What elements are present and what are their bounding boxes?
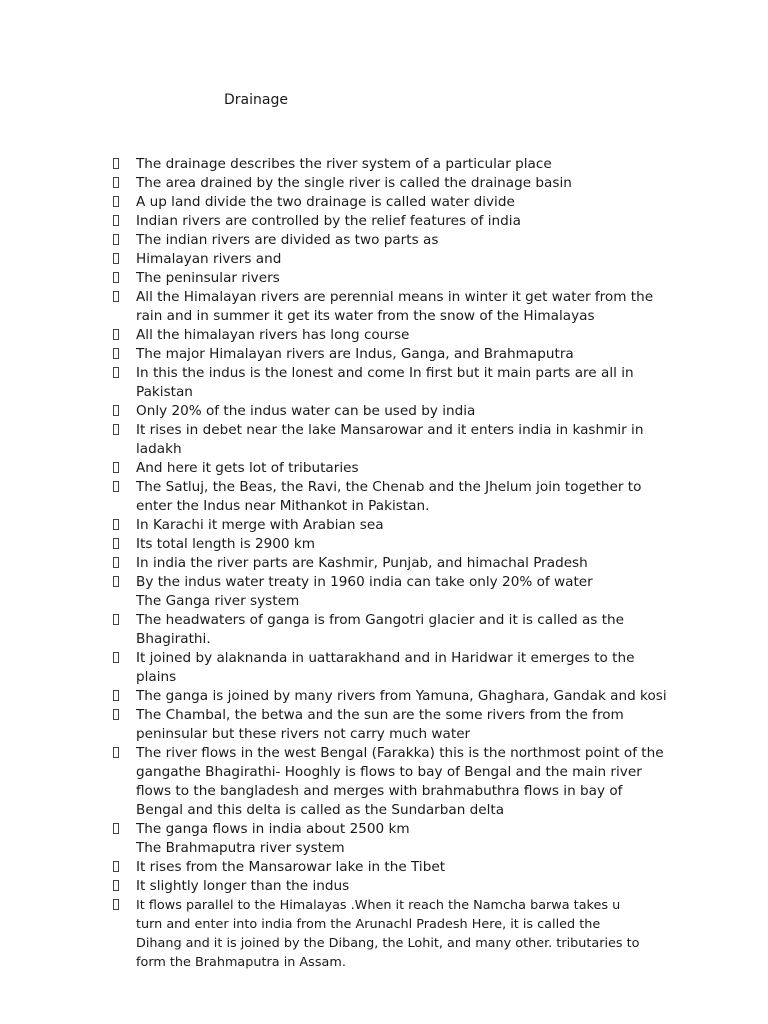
list-item-line: It slightly longer than the indus: [136, 878, 350, 894]
list-item: [112, 877, 682, 896]
missing-glyph-bullet-icon: [112, 174, 120, 188]
missing-glyph-bullet-icon: [112, 269, 120, 283]
bullet-list: [112, 155, 682, 972]
list-item-line: A up land divide the two drainage is called water divide: [136, 194, 515, 210]
list-item: [112, 649, 682, 687]
list-item: [112, 402, 682, 421]
list-item-line: It rises from the Mansarowar lake in the Tibet: [136, 859, 446, 875]
list-item: [112, 326, 682, 345]
list-item-line: Bengal and this delta is called as the Sundarban delta: [136, 802, 505, 818]
list-item-line: flows to the bangladesh and merges with brahmabuthra flows in bay of: [136, 783, 623, 799]
list-item-line: Bhagirathi.: [136, 631, 211, 647]
list-item: [112, 706, 682, 744]
section-heading: [112, 592, 682, 611]
list-item-line: The major Himalayan rivers are Indus, Ganga, and Brahmaputra: [136, 346, 574, 362]
missing-glyph-bullet-icon: [112, 554, 120, 568]
page-title: Drainage: [224, 92, 288, 108]
list-item: [112, 516, 682, 535]
list-item: [112, 554, 682, 573]
missing-glyph-bullet-icon: [112, 611, 120, 625]
list-item-line: All the himalayan rivers has long course: [136, 327, 410, 343]
list-item-line: form the Brahmaputra in Assam.: [136, 955, 346, 970]
list-item-line: turn and enter into india from the Arunachl Pradesh Here, it is called the: [136, 917, 601, 932]
missing-glyph-bullet-icon: [112, 744, 120, 758]
list-item-line: The headwaters of ganga is from Gangotri glacier and it is called as the: [136, 612, 625, 628]
list-item: [112, 820, 682, 839]
list-item: [112, 193, 682, 212]
list-item-line: The ganga is joined by many rivers from Yamuna, Ghaghara, Gandak and kosi: [136, 688, 667, 704]
list-item-line: The Brahmaputra river system: [136, 840, 345, 856]
list-item-line: The indian rivers are divided as two parts as: [136, 232, 439, 248]
list-item-line: It rises in debet near the lake Mansarowar and it enters india in kashmir in: [136, 422, 644, 438]
missing-glyph-bullet-icon: [112, 706, 120, 720]
list-item: [112, 250, 682, 269]
list-item-line: Dihang and it is joined by the Dibang, the Lohit, and many other. tributaries to: [136, 936, 640, 951]
list-item: [112, 212, 682, 231]
missing-glyph-bullet-icon: [112, 573, 120, 587]
list-item-line: The Chambal, the betwa and the sun are the some rivers from the from: [136, 707, 624, 723]
list-item-line: peninsular but these rivers not carry much water: [136, 726, 471, 742]
missing-glyph-bullet-icon: [112, 326, 120, 340]
missing-glyph-bullet-icon: [112, 421, 120, 435]
missing-glyph-bullet-icon: [112, 345, 120, 359]
list-item-line: enter the Indus near Mithankot in Pakistan.: [136, 498, 430, 514]
missing-glyph-bullet-icon: [112, 459, 120, 473]
list-item: [112, 687, 682, 706]
list-item: [112, 535, 682, 554]
missing-glyph-bullet-icon: [112, 858, 120, 872]
list-item: [112, 174, 682, 193]
missing-glyph-bullet-icon: [112, 155, 120, 169]
missing-glyph-bullet-icon: [112, 250, 120, 264]
list-item-line: In Karachi it merge with Arabian sea: [136, 517, 384, 533]
section-heading: [112, 839, 682, 858]
list-item-line: rain and in summer it get its water from the snow of the Himalayas: [136, 308, 595, 324]
list-item: [112, 421, 682, 459]
list-item-line: All the Himalayan rivers are perennial means in winter it get water from the: [136, 289, 654, 305]
missing-glyph-bullet-icon: [112, 877, 120, 891]
list-item-line: The area drained by the single river is called the drainage basin: [136, 175, 572, 191]
list-item-line: ladakh: [136, 441, 182, 457]
list-item: [112, 288, 682, 326]
missing-glyph-bullet-icon: [112, 516, 120, 530]
list-item: [112, 611, 682, 649]
list-item-line: Pakistan: [136, 384, 193, 400]
list-item-line: The drainage describes the river system of a particular place: [136, 156, 552, 172]
list-item-line: The ganga flows in india about 2500 km: [136, 821, 410, 837]
missing-glyph-bullet-icon: [112, 896, 120, 910]
missing-glyph-bullet-icon: [112, 687, 120, 701]
list-item-line: gangathe Bhagirathi- Hooghly is flows to bay of Bengal and the main river: [136, 764, 642, 780]
list-item-line: Indian rivers are controlled by the relief features of india: [136, 213, 521, 229]
list-item-line: And here it gets lot of tributaries: [136, 460, 359, 476]
missing-glyph-bullet-icon: [112, 649, 120, 663]
missing-glyph-bullet-icon: [112, 535, 120, 549]
missing-glyph-bullet-icon: [112, 231, 120, 245]
missing-glyph-bullet-icon: [112, 193, 120, 207]
missing-glyph-bullet-icon: [112, 288, 120, 302]
list-item: [112, 744, 682, 820]
list-item: [112, 269, 682, 288]
list-item-line: Only 20% of the indus water can be used by india: [136, 403, 476, 419]
list-item-line: Himalayan rivers and: [136, 251, 282, 267]
list-item: [112, 364, 682, 402]
list-item: [112, 478, 682, 516]
list-item-line: In india the river parts are Kashmir, Punjab, and himachal Pradesh: [136, 555, 588, 571]
missing-glyph-bullet-icon: [112, 402, 120, 416]
list-item: [112, 858, 682, 877]
list-item: [112, 231, 682, 250]
list-item: [112, 459, 682, 478]
list-item-line: The peninsular rivers: [136, 270, 280, 286]
missing-glyph-bullet-icon: [112, 820, 120, 834]
list-item-line: The Satluj, the Beas, the Ravi, the Chenab and the Jhelum join together to: [136, 479, 642, 495]
missing-glyph-bullet-icon: [112, 478, 120, 492]
list-item-line: Its total length is 2900 km: [136, 536, 316, 552]
list-item-line: In this the indus is the lonest and come In first but it main parts are all in: [136, 365, 634, 381]
list-item-line: The river flows in the west Bengal (Farakka) this is the northmost point of the: [136, 745, 664, 761]
missing-glyph-bullet-icon: [112, 212, 120, 226]
list-item-line: It flows parallel to the Himalayas .When it reach the Namcha barwa takes u: [136, 898, 621, 913]
list-item-line: plains: [136, 669, 177, 685]
list-item-line: By the indus water treaty in 1960 india can take only 20% of water: [136, 574, 593, 590]
list-item-line: It joined by alaknanda in uattarakhand and in Haridwar it emerges to the: [136, 650, 635, 666]
list-item: [112, 155, 682, 174]
list-item: [112, 573, 682, 592]
list-item: [112, 345, 682, 364]
missing-glyph-bullet-icon: [112, 364, 120, 378]
list-item: [112, 896, 682, 972]
list-item-line: The Ganga river system: [136, 593, 300, 609]
